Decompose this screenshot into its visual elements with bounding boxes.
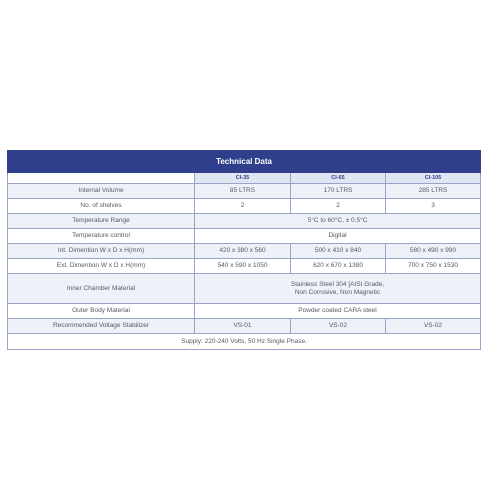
model-header-ci-35: CI-35	[195, 173, 291, 184]
row-label: Temperature Range	[8, 214, 195, 229]
inner-material-line-1: Stainless Steel 304 [AISI Grade,	[290, 280, 385, 288]
row-label: Int. Dimention W x D x H(mm)	[8, 244, 195, 259]
cell-ci-105: VS-02	[386, 319, 481, 334]
table-row-volume	[8, 184, 481, 199]
model-header-row	[8, 173, 481, 184]
table-row-int-dimension	[8, 244, 481, 259]
model-header-ci-65: CI-65	[291, 173, 386, 184]
cell-all-models	[195, 274, 481, 304]
technical-data-table-container	[7, 150, 480, 350]
cell-ci-35: 540 x 590 x 1050	[195, 259, 291, 274]
cell-ci-105: 700 x 750 x 1530	[386, 259, 481, 274]
table-row-outer-body	[8, 304, 481, 319]
inner-material-line-2: Non Corrosive, Non Magnetic	[294, 288, 381, 296]
row-label: Recommended Voltage Stabilizer	[8, 319, 195, 334]
header-empty-cell	[8, 173, 195, 184]
cell-ci-35: 420 x 380 x 560	[195, 244, 291, 259]
cell-ci-65: VS-02	[291, 319, 386, 334]
row-label: No. of shelves	[8, 199, 195, 214]
table-row-temperature-range	[8, 214, 481, 229]
cell-all-models: Digital	[195, 229, 481, 244]
table-row-ext-dimension	[8, 259, 481, 274]
table-footer-row	[8, 334, 481, 350]
cell-ci-105: 285 LTRS	[386, 184, 481, 199]
cell-ci-65: 500 x 410 x 840	[291, 244, 386, 259]
model-header-ci-105: CI-105	[386, 173, 481, 184]
row-label: Ext. Dimention W x D x H(mm)	[8, 259, 195, 274]
table-title: Technical Data	[8, 151, 481, 173]
cell-ci-35: 85 LTRS	[195, 184, 291, 199]
technical-data-table	[7, 150, 481, 350]
row-label: Internal Volume	[8, 184, 195, 199]
table-row-shelves	[8, 199, 481, 214]
table-row-temperature-control	[8, 229, 481, 244]
cell-all-models: 5°C to 60°C, ± 0.5°C	[195, 214, 481, 229]
cell-ci-65: 170 LTRS	[291, 184, 386, 199]
table-row-inner-chamber	[8, 274, 481, 304]
row-label: Temperature control	[8, 229, 195, 244]
cell-ci-105: 3	[386, 199, 481, 214]
cell-ci-65: 2	[291, 199, 386, 214]
cell-ci-65: 620 x 670 x 1380	[291, 259, 386, 274]
cell-ci-35: 2	[195, 199, 291, 214]
row-label: Outer Body Material	[8, 304, 195, 319]
cell-ci-35: VS-01	[195, 319, 291, 334]
table-title-row	[8, 151, 481, 173]
table-row-stabilizer	[8, 319, 481, 334]
cell-all-models: Powder coated CARA steel	[195, 304, 481, 319]
cell-ci-105: 580 x 490 x 990	[386, 244, 481, 259]
row-label: Inner Chamber Material	[8, 274, 195, 304]
supply-note: Supply: 220-240 Volts, 50 Hz Single Phase.	[8, 334, 481, 350]
